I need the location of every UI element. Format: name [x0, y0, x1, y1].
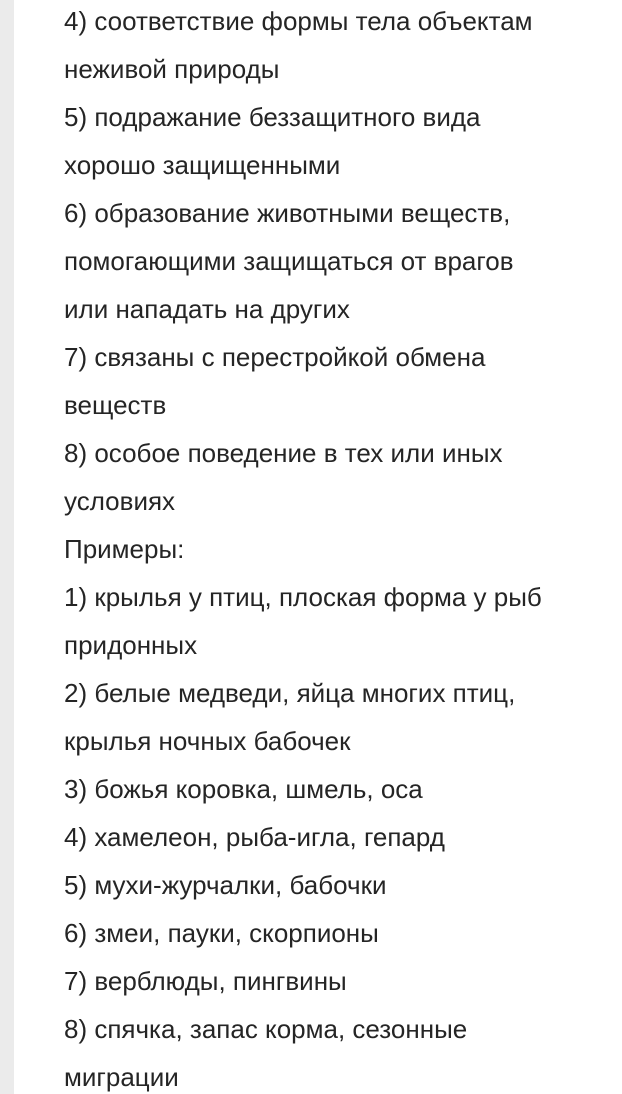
document-text: [64, 0, 616, 1094]
text-line: 7) связаны с перестройкой обмена: [64, 342, 486, 372]
text-line: 5) подражание беззащитного вида: [64, 102, 481, 132]
text-line: веществ: [64, 390, 167, 420]
text-line: 8) спячка, запас корма, сезонные: [64, 1014, 468, 1044]
text-line: 4) хамелеон, рыба-игла, гепард: [64, 822, 445, 852]
text-line: неживой природы: [64, 54, 280, 84]
text-line: 5) мухи-журчалки, бабочки: [64, 870, 387, 900]
text-line: 4) соответствие формы тела объектам: [64, 6, 533, 36]
examples-heading: Примеры:: [64, 534, 185, 564]
text-line: хорошо защищенными: [64, 150, 341, 180]
text-line: 7) верблюды, пингвины: [64, 966, 347, 996]
text-line: условиях: [64, 486, 176, 516]
text-line: 8) особое поведение в тех или иных: [64, 438, 503, 468]
text-line: 6) змеи, пауки, скорпионы: [64, 918, 379, 948]
text-line: придонных: [64, 630, 198, 660]
text-line: 6) образование животными веществ,: [64, 198, 511, 228]
document-page: [14, 0, 622, 1094]
text-line: помогающими защищаться от врагов: [64, 246, 514, 276]
text-line: 1) крылья у птиц, плоская форма у рыб: [64, 582, 542, 612]
text-line: или нападать на других: [64, 294, 350, 324]
text-line: крылья ночных бабочек: [64, 726, 351, 756]
text-line: миграции: [64, 1062, 179, 1092]
text-line: 2) белые медведи, яйца многих птиц,: [64, 678, 516, 708]
page-edge-strip: [0, 0, 14, 1094]
text-line: 3) божья коровка, шмель, оса: [64, 774, 423, 804]
